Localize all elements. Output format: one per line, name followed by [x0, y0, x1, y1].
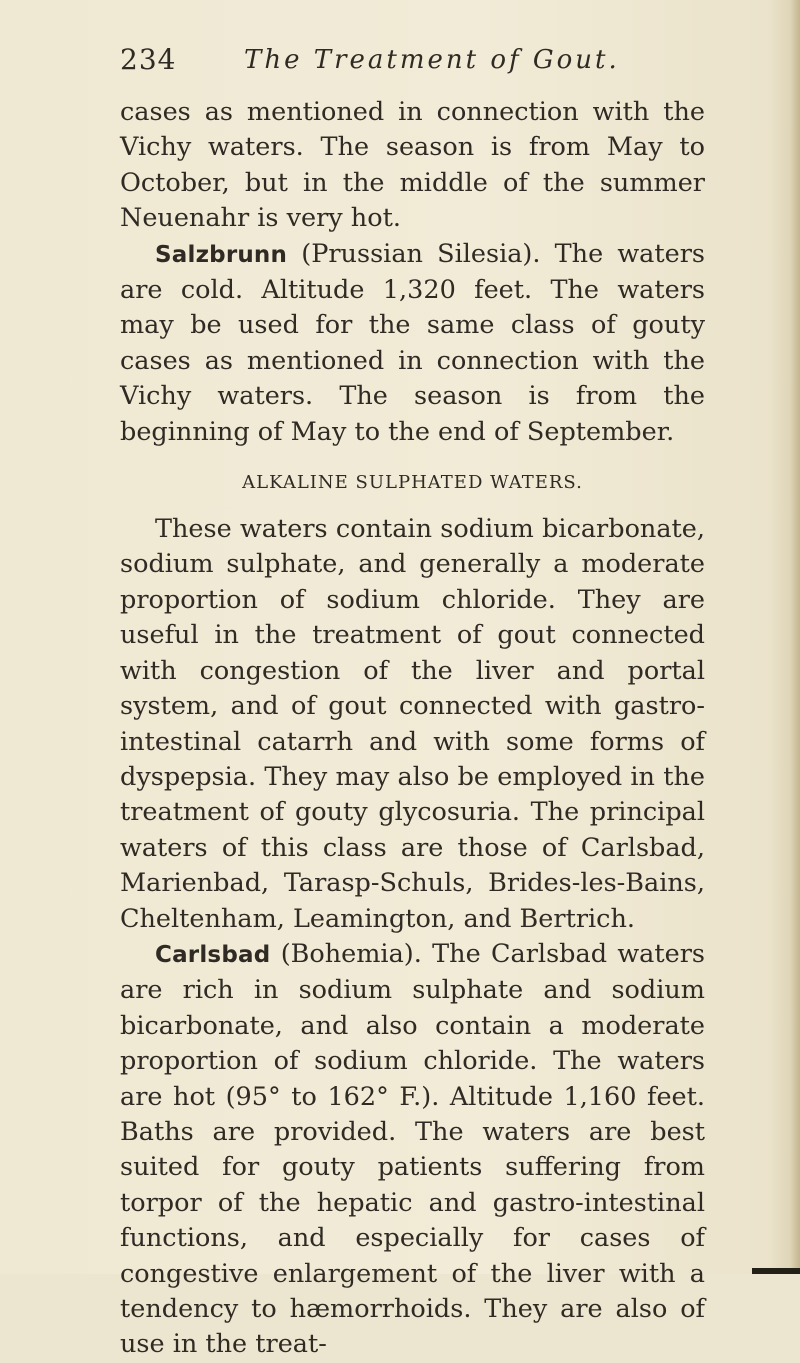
page-edge-shadow: [790, 0, 800, 1274]
paragraph-lead-salzbrunn: Salzbrunn: [155, 241, 288, 268]
paragraph-text-carlsbad: (Bohemia). The Carlsbad waters are rich in sodium sulphate and sodium bicarbonate, and also contain a moderate proportion of sodium chloride. The waters are hot (95° to 162° F.). Altitude 1,160 feet. Baths are provided. The waters are best suited for gouty patients suffering from torpor of the hepatic and gastro-intestinal functions, and especially for cases of congestive enlargement of the liver with a tendency to hæmorrhoids. They are also of use in the treat-: [120, 938, 705, 1360]
paragraph-text-salzbrunn: (Prussian Silesia). The waters are cold. Altitude 1,320 feet. The waters may be used for the same class of gouty cases as mentioned in connection with the Vichy waters. The season is from the beginning of May to the end of September.: [120, 238, 705, 447]
section-heading: ALKALINE SULPHATED WATERS.: [242, 472, 583, 494]
page-header: [120, 40, 730, 80]
paragraph-carlsbad: [120, 937, 705, 1363]
scan-edge-mark: [752, 1268, 800, 1274]
paragraph-alkaline-sulphated: These waters contain sodium bicarbonate, sodium sulphate, and generally a moderate proportion of sodium chloride. They are useful in the treatment of gout connected with congestion of the liver and portal system, and of gout connected with gastro-intestinal catarrh and with some forms of dyspepsia. They may also be employed in the treatment of gouty glycosuria. The principal waters of this class are those of Carlsbad, Marienbad, Tarasp-Schuls, Brides-les-Bains, Cheltenham, Leamington, and Bertrich.: [120, 514, 705, 934]
running-head: The Treatment of Gout.: [244, 45, 620, 75]
paragraph-salzbrunn: [120, 237, 705, 450]
page-body: [120, 95, 705, 1363]
paragraph-vichy-continuation: cases as mentioned in connection with the Vichy waters. The season is from May to October, but in the middle of the summer Neuenahr is very hot.: [120, 97, 705, 234]
page-number: 234: [120, 43, 177, 76]
paragraph-lead-carlsbad: Carlsbad: [155, 941, 271, 968]
